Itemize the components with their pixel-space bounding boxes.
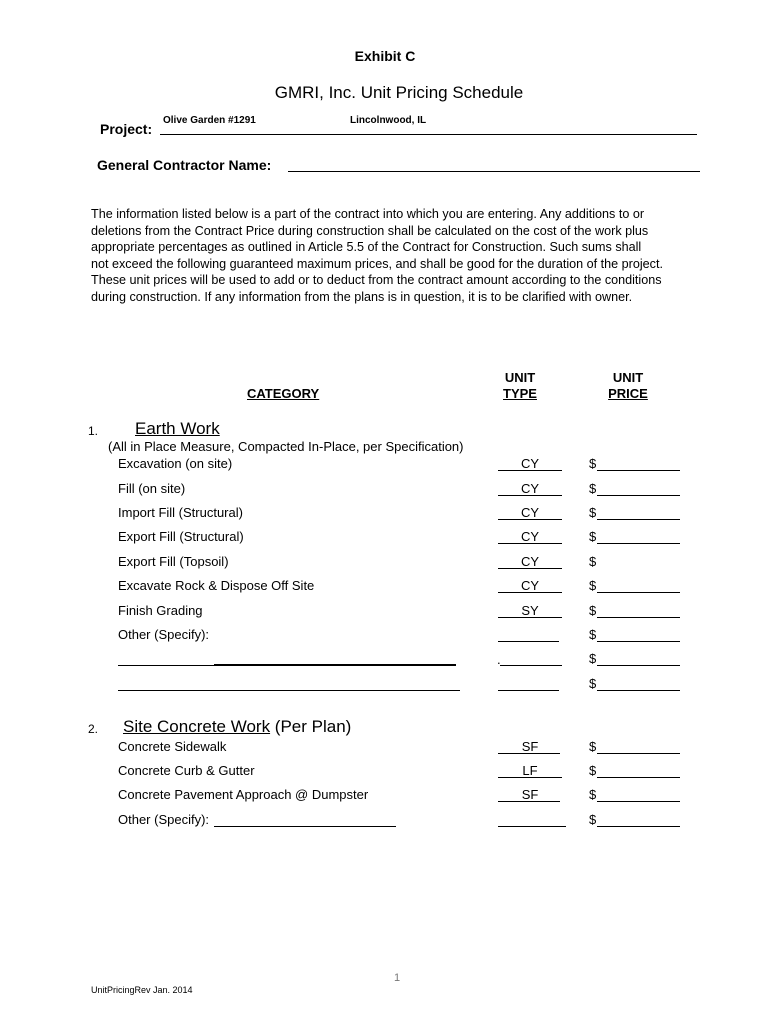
dollar-sign: $: [589, 505, 597, 520]
unit-type-value: CY: [520, 578, 540, 593]
unit-type: [498, 505, 562, 520]
unit-type: [498, 481, 562, 496]
unit-type: [498, 763, 562, 778]
row-label: Excavation (on site): [118, 456, 233, 471]
unit-type: [498, 529, 562, 544]
other-specify-field[interactable]: [118, 665, 214, 666]
section-2-title-suffix: (Per Plan): [270, 717, 352, 736]
unit-type-value: CY: [520, 505, 540, 520]
unit-price-field[interactable]: [597, 690, 680, 691]
project-location: Lincolnwood, IL: [350, 115, 427, 126]
intro-line: These unit prices will be used to add or to deduct from the contract amount according to the conditions: [91, 273, 662, 287]
row-label: Other (Specify):: [118, 812, 210, 827]
other-specify-field[interactable]: [118, 690, 460, 691]
unit-type-field[interactable]: [500, 665, 562, 666]
gc-label: General Contractor Name:: [97, 157, 272, 173]
row-label: Export Fill (Topsoil): [118, 554, 229, 569]
column-header-unit-type-line1: UNIT: [504, 370, 536, 385]
dollar-sign: $: [589, 529, 597, 544]
row-label: Fill (on site): [118, 481, 186, 496]
row-label: Finish Grading: [118, 603, 203, 618]
row-label: Concrete Pavement Approach @ Dumpster: [118, 787, 369, 802]
dollar-sign: $: [589, 763, 597, 778]
unit-type-value: SF: [521, 739, 539, 754]
project-name: Olive Garden #1291: [163, 115, 256, 126]
other-specify-field[interactable]: [214, 826, 396, 827]
intro-line: during construction. If any information from the plans is in question, it is to be clarified with owner.: [91, 289, 633, 304]
dollar-sign: $: [589, 651, 597, 666]
row-label: Concrete Curb & Gutter: [118, 763, 255, 778]
unit-price-field[interactable]: [597, 617, 680, 618]
section-1-note: (All in Place Measure, Compacted In-Place, per Specification): [108, 439, 464, 454]
unit-type: [498, 456, 562, 471]
unit-type-field[interactable]: [498, 826, 566, 827]
unit-type-field[interactable]: [498, 690, 559, 691]
unit-type: [498, 787, 562, 802]
gc-field-line[interactable]: [288, 171, 700, 172]
intro-line: The information listed below is a part of the contract into which you are entering. Any additions to or: [91, 207, 645, 221]
dollar-sign: $: [589, 787, 597, 802]
unit-price-field[interactable]: [597, 801, 680, 802]
column-header-unit-price-line2: PRICE: [608, 386, 648, 401]
dollar-sign: $: [589, 676, 597, 691]
unit-type: [498, 578, 562, 593]
column-header-unit-price-line1: UNIT: [612, 370, 644, 385]
dollar-sign: $: [589, 739, 597, 754]
unit-price-field[interactable]: [597, 543, 680, 544]
section-1-number: 1.: [88, 424, 99, 438]
footer-revision: UnitPricingRev Jan. 2014: [91, 985, 193, 995]
unit-type-field[interactable]: [498, 641, 559, 642]
unit-price-field[interactable]: [597, 592, 680, 593]
unit-price-field[interactable]: [597, 777, 680, 778]
intro-line: not exceed the following guaranteed maximum prices, and shall be good for the duration of the project.: [91, 256, 663, 271]
exhibit-label: Exhibit C: [354, 48, 416, 64]
unit-price-field[interactable]: [597, 753, 680, 754]
project-label: Project:: [100, 121, 153, 137]
row-label: Concrete Sidewalk: [118, 739, 227, 754]
dollar-sign: $: [589, 627, 597, 642]
unit-type-value: SF: [521, 787, 539, 802]
unit-type: [498, 603, 562, 618]
unit-price-field[interactable]: [597, 495, 680, 496]
unit-price-field[interactable]: [597, 826, 680, 827]
dollar-sign: $: [589, 812, 597, 827]
page-number: 1: [394, 972, 401, 984]
unit-type-value: LF: [522, 763, 538, 778]
section-2-number: 2.: [88, 722, 99, 736]
unit-type: [498, 739, 562, 754]
section-2-heading: [123, 717, 351, 737]
column-header-unit-type-line2: TYPE: [503, 386, 537, 401]
row-label: Import Fill (Structural): [118, 505, 243, 520]
unit-type-value: SY: [521, 603, 539, 618]
page-title: GMRI, Inc. Unit Pricing Schedule: [274, 83, 524, 102]
dollar-sign: $: [589, 554, 597, 569]
row-label: Excavate Rock & Dispose Off Site: [118, 578, 315, 593]
unit-type-value: CY: [520, 554, 540, 569]
intro-line: deletions from the Contract Price during construction shall be calculated on the cost of the work plus: [91, 223, 649, 238]
dollar-sign: $: [589, 481, 597, 496]
intro-line: appropriate percentages as outlined in Article 5.5 of the Contract for Construction. Such sums shall: [91, 240, 642, 254]
unit-type-value: CY: [520, 456, 540, 471]
section-2-title: Site Concrete Work: [123, 717, 271, 736]
project-field-line[interactable]: [160, 134, 697, 135]
row-label: Export Fill (Structural): [118, 529, 244, 544]
row-label: Other (Specify):: [118, 627, 210, 642]
dollar-sign: $: [589, 578, 597, 593]
unit-price-field[interactable]: [597, 519, 680, 520]
unit-price-field[interactable]: [597, 641, 680, 642]
dollar-sign: $: [589, 603, 597, 618]
tick-mark: .: [497, 652, 501, 667]
intro-paragraph: [91, 206, 711, 305]
dollar-sign: $: [589, 456, 597, 471]
unit-type: [498, 554, 562, 569]
unit-price-field[interactable]: [597, 665, 680, 666]
unit-price-field[interactable]: [597, 470, 680, 471]
other-specify-field-thick[interactable]: [214, 664, 456, 666]
section-1-title: Earth Work: [135, 419, 220, 438]
column-header-category: CATEGORY: [247, 386, 320, 401]
unit-type-value: CY: [520, 481, 540, 496]
unit-type-value: CY: [520, 529, 540, 544]
